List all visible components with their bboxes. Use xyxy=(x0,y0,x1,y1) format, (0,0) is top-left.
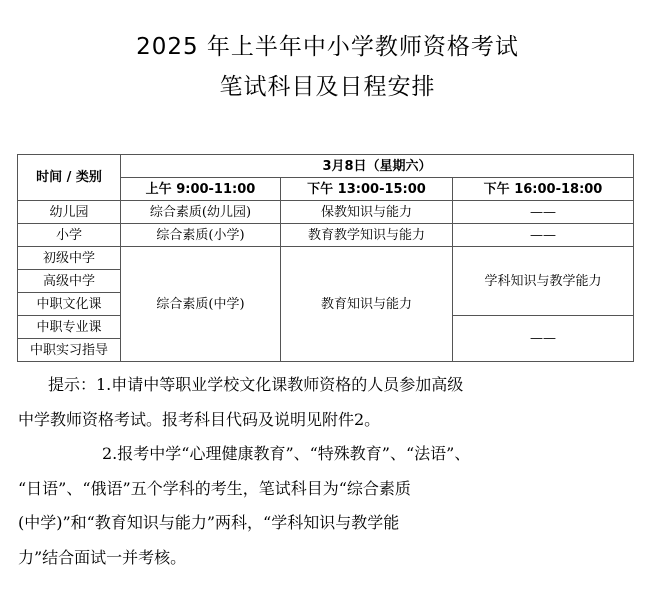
session-header-2: 下午 13:00-15:00 xyxy=(281,178,453,201)
subject-cell: —— xyxy=(453,224,634,247)
category-cell: 幼儿园 xyxy=(18,201,121,224)
category-cell: 中职专业课 xyxy=(18,316,121,339)
note-line: (中学)”和“教育知识与能力”两科，“学科知识与教学能 xyxy=(18,513,400,532)
category-cell: 中职实习指导 xyxy=(18,339,121,362)
table-row xyxy=(18,224,634,247)
table-row xyxy=(18,201,634,224)
note-line: 中学教师资格考试。报考科目代码及说明见附件2。 xyxy=(18,409,381,429)
doc-title-line2: 笔试科目及日程安排 xyxy=(219,74,436,100)
subject-cell: —— xyxy=(453,316,634,362)
category-cell: 小学 xyxy=(18,224,121,247)
note-line: 力”结合面试一并考核。 xyxy=(18,547,187,567)
note-line: 提示：1.申请中等职业学校文化课教师资格的人员参加高级 xyxy=(48,375,464,394)
exam-schedule-table xyxy=(17,154,634,362)
subject-cell: 教育知识与能力 xyxy=(281,247,453,362)
note-line: “日语”、“俄语”五个学科的考生，笔试科目为“综合素质 xyxy=(18,478,411,498)
doc-title-line1: 2025 年上半年中小学教师资格考试 xyxy=(136,34,519,60)
subject-cell: 保教知识与能力 xyxy=(281,201,453,224)
notes-section xyxy=(18,368,638,575)
table-header-row xyxy=(18,155,634,178)
subject-cell: 综合素质(中学) xyxy=(121,247,281,362)
category-cell: 高级中学 xyxy=(18,270,121,293)
subject-cell: 教育教学知识与能力 xyxy=(281,224,453,247)
subject-cell: 综合素质(小学) xyxy=(121,224,281,247)
session-header-3: 下午 16:00-18:00 xyxy=(453,178,634,201)
corner-header: 时间 / 类别 xyxy=(18,155,121,201)
category-cell: 中职文化课 xyxy=(18,293,121,316)
subject-cell: —— xyxy=(453,201,634,224)
subject-cell: 学科知识与教学能力 xyxy=(453,247,634,316)
table-row xyxy=(18,247,634,270)
category-cell: 初级中学 xyxy=(18,247,121,270)
note-line: 2.报考中学“心理健康教育”、“特殊教育”、“法语”、 xyxy=(102,444,471,463)
subject-cell: 综合素质(幼儿园) xyxy=(121,201,281,224)
session-header-1: 上午 9:00-11:00 xyxy=(121,178,281,201)
date-header: 3月8日（星期六） xyxy=(121,155,634,178)
